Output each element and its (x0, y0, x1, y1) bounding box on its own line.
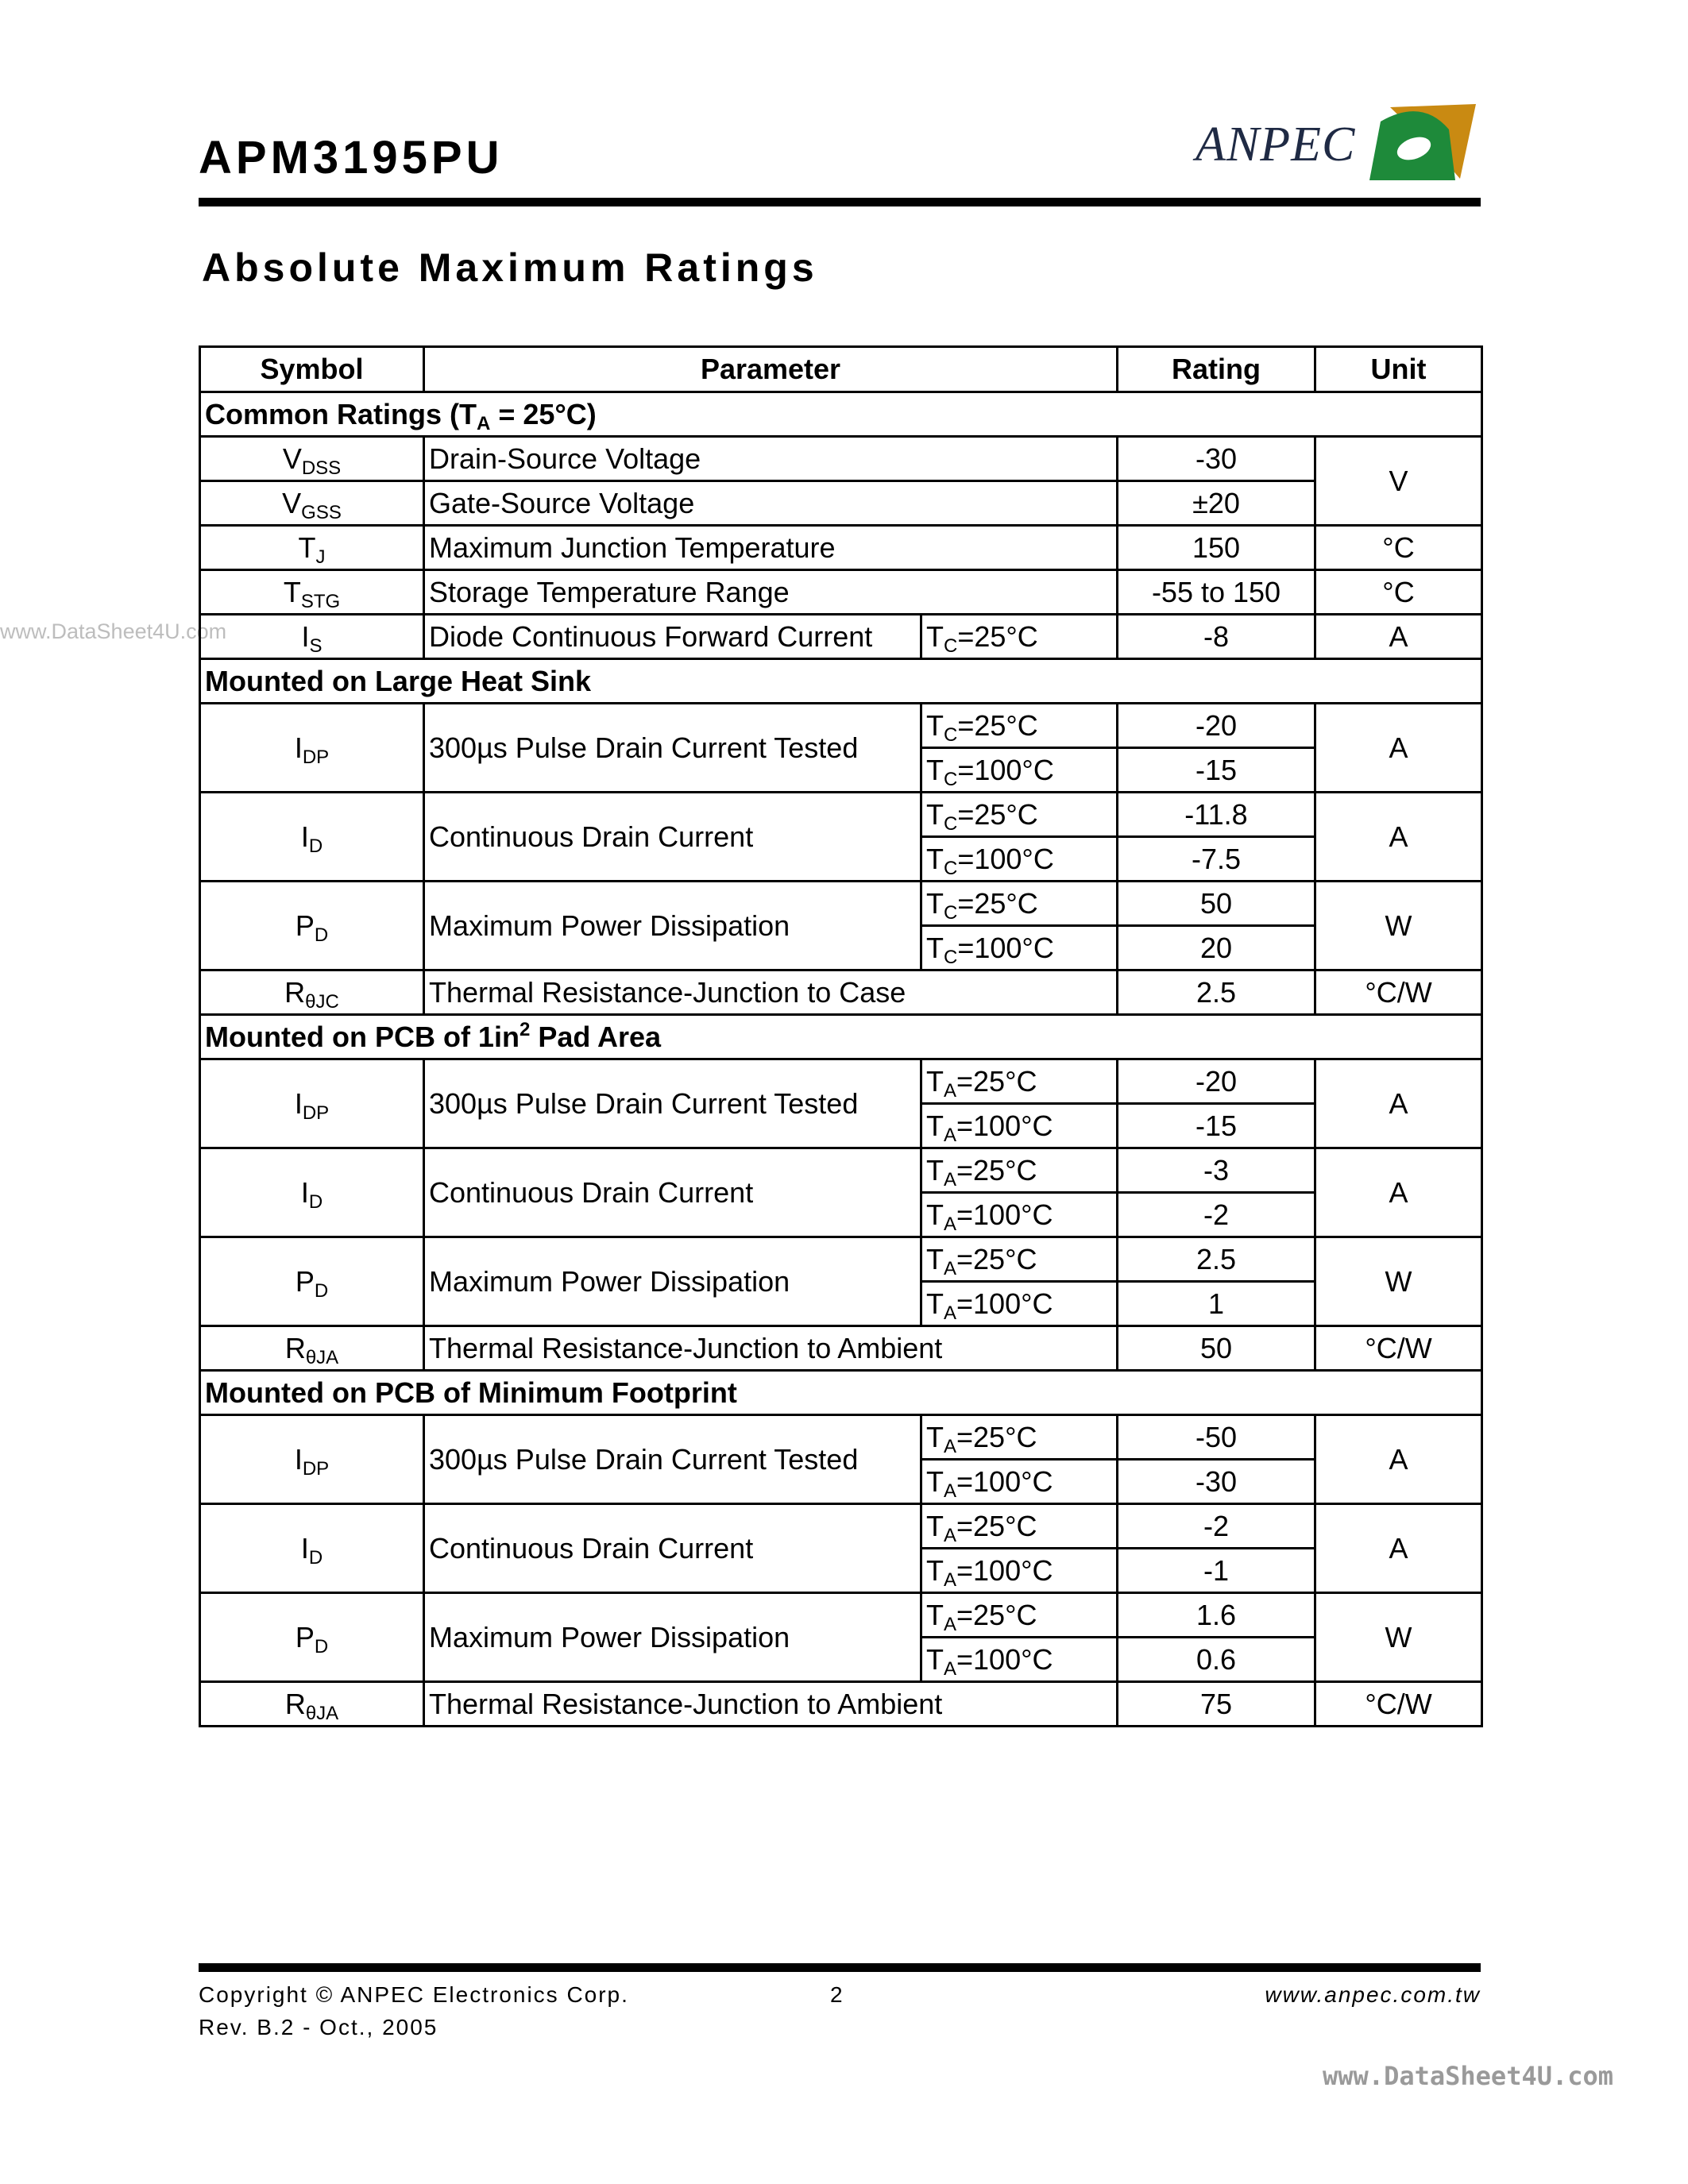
unit-cell: V (1315, 437, 1482, 526)
rating-cell: -8 (1118, 615, 1315, 659)
rating-cell: 20 (1118, 926, 1315, 970)
table-row (200, 437, 1482, 481)
table-row (200, 1326, 1482, 1371)
unit-cell: A (1315, 1148, 1482, 1237)
parameter-cell: Maximum Power Dissipation (424, 882, 921, 970)
table-row (200, 1415, 1482, 1460)
table-row (200, 1237, 1482, 1282)
rating-cell: -30 (1118, 437, 1315, 481)
part-number: APM3195PU (199, 132, 504, 183)
parameter-cell: Continuous Drain Current (424, 1148, 921, 1237)
rating-cell: 0.6 (1118, 1638, 1315, 1682)
condition-cell: $T_C=25^\circ C$ (921, 615, 1118, 659)
table-row (200, 1148, 1482, 1193)
symbol-cell: $I_{DP}$ (200, 1415, 424, 1504)
symbol-cell: $I_{DP}$ (200, 1059, 424, 1148)
table-row (200, 1593, 1482, 1638)
condition-cell: $T_A=100^\circ C$ (921, 1638, 1118, 1682)
rating-cell: 2.5 (1118, 1237, 1315, 1282)
symbol-cell: $I_{DP}$ (200, 704, 424, 793)
condition-cell: $T_A=100^\circ C$ (921, 1460, 1118, 1504)
condition-cell: $T_C=100^\circ C$ (921, 748, 1118, 793)
table-row (200, 970, 1482, 1015)
revision-text: Rev. B.2 - Oct., 2005 (199, 2015, 438, 2039)
header-rule (199, 198, 1481, 206)
col-unit: Unit (1315, 347, 1482, 392)
group-row-common (200, 392, 1482, 437)
unit-cell: A (1315, 793, 1482, 882)
parameter-cell: 300µs Pulse Drain Current Tested (424, 1059, 921, 1148)
logo-wordmark: ANPEC (1196, 118, 1356, 172)
symbol-cell: $P_D$ (200, 1593, 424, 1682)
unit-cell: °C (1315, 570, 1482, 615)
table-row (200, 1504, 1482, 1549)
unit-cell: W (1315, 1593, 1482, 1682)
parameter-cell: Gate-Source Voltage (424, 481, 1118, 526)
page-number: 2 (830, 1982, 844, 2007)
rating-cell: -7.5 (1118, 837, 1315, 882)
group-row-pcb-1in (200, 1015, 1482, 1059)
symbol-cell: $I_D$ (200, 793, 424, 882)
parameter-cell: 300µs Pulse Drain Current Tested (424, 1415, 921, 1504)
table-row (200, 793, 1482, 837)
condition-cell: $T_C=100^\circ C$ (921, 926, 1118, 970)
rating-cell: 1.6 (1118, 1593, 1315, 1638)
unit-cell: A (1315, 1504, 1482, 1593)
rating-cell: 1 (1118, 1282, 1315, 1326)
rating-cell: 2.5 (1118, 970, 1315, 1015)
condition-cell: $T_A=25^\circ C$ (921, 1059, 1118, 1104)
table-row (200, 526, 1482, 570)
condition-cell: $T_A=25^\circ C$ (921, 1237, 1118, 1282)
unit-cell: °C (1315, 526, 1482, 570)
parameter-cell: Thermal Resistance-Junction to Case (424, 970, 1118, 1015)
group-heading: Mounted on Large Heat Sink (200, 659, 1482, 704)
condition-cell: $T_C=100^\circ C$ (921, 837, 1118, 882)
rating-cell: -30 (1118, 1460, 1315, 1504)
parameter-cell: Maximum Power Dissipation (424, 1593, 921, 1682)
parameter-cell: Maximum Junction Temperature (424, 526, 1118, 570)
table-row (200, 1059, 1482, 1104)
parameter-cell: Thermal Resistance-Junction to Ambient (424, 1326, 1118, 1371)
footer-rule (199, 1963, 1481, 1972)
unit-cell: A (1315, 1415, 1482, 1504)
rating-cell: -15 (1118, 748, 1315, 793)
rating-cell: ±20 (1118, 481, 1315, 526)
parameter-cell: Continuous Drain Current (424, 1504, 921, 1593)
unit-cell: °C/W (1315, 1326, 1482, 1371)
group-heading: Mounted on PCB of $1in^2$ Pad Area (200, 1015, 1482, 1059)
condition-cell: $T_C=25^\circ C$ (921, 793, 1118, 837)
table-row (200, 704, 1482, 748)
condition-cell: $T_A=100^\circ C$ (921, 1282, 1118, 1326)
rating-cell: -3 (1118, 1148, 1315, 1193)
rating-cell: 150 (1118, 526, 1315, 570)
copyright-text: Copyright © ANPEC Electronics Corp. (199, 1982, 629, 2007)
unit-cell: A (1315, 615, 1482, 659)
watermark-bottom: www.DataSheet4U.com (1323, 2061, 1614, 2091)
rating-cell: -2 (1118, 1193, 1315, 1237)
section-title: Absolute Maximum Ratings (202, 245, 818, 290)
symbol-cell: $I_D$ (200, 1504, 424, 1593)
unit-cell: °C/W (1315, 970, 1482, 1015)
symbol-cell: $P_D$ (200, 882, 424, 970)
rating-cell: 50 (1118, 1326, 1315, 1371)
table-header-row (200, 347, 1482, 392)
table-row (200, 570, 1482, 615)
condition-cell: $T_C=25^\circ C$ (921, 704, 1118, 748)
condition-cell: $T_A=100^\circ C$ (921, 1193, 1118, 1237)
unit-cell: A (1315, 1059, 1482, 1148)
condition-cell: $T_C=25^\circ C$ (921, 882, 1118, 926)
parameter-cell: Storage Temperature Range (424, 570, 1118, 615)
rating-cell: 50 (1118, 882, 1315, 926)
rating-cell: -15 (1118, 1104, 1315, 1148)
symbol-cell: $I_S$ (200, 615, 424, 659)
parameter-cell: Thermal Resistance-Junction to Ambient (424, 1682, 1118, 1727)
absolute-maximum-ratings-table (199, 345, 1483, 1727)
logo-leaf-icon (1366, 99, 1477, 183)
table-row (200, 1682, 1482, 1727)
group-row-heat-sink (200, 659, 1482, 704)
website-text: www.anpec.com.tw (1265, 1982, 1481, 2007)
symbol-cell: $V_{DSS}$ (200, 437, 424, 481)
symbol-cell: $T_J$ (200, 526, 424, 570)
parameter-cell: Maximum Power Dissipation (424, 1237, 921, 1326)
col-symbol: Symbol (200, 347, 424, 392)
rating-cell: 75 (1118, 1682, 1315, 1727)
condition-cell: $T_A=25^\circ C$ (921, 1415, 1118, 1460)
col-rating: Rating (1118, 347, 1315, 392)
parameter-cell: Diode Continuous Forward Current (424, 615, 921, 659)
unit-cell: A (1315, 704, 1482, 793)
table-row (200, 882, 1482, 926)
rating-cell: -1 (1118, 1549, 1315, 1593)
parameter-cell: Continuous Drain Current (424, 793, 921, 882)
condition-cell: $T_A=25^\circ C$ (921, 1148, 1118, 1193)
col-parameter: Parameter (424, 347, 1118, 392)
symbol-cell: $P_D$ (200, 1237, 424, 1326)
symbol-cell: $V_{GSS}$ (200, 481, 424, 526)
unit-cell: W (1315, 1237, 1482, 1326)
rating-cell: -50 (1118, 1415, 1315, 1460)
condition-cell: $T_A=25^\circ C$ (921, 1593, 1118, 1638)
rating-cell: -55 to 150 (1118, 570, 1315, 615)
unit-cell: W (1315, 882, 1482, 970)
table-row (200, 615, 1482, 659)
condition-cell: $T_A=100^\circ C$ (921, 1104, 1118, 1148)
group-row-pcb-min (200, 1371, 1482, 1415)
group-heading: Common Ratings $(T_A = 25^\circ C)$ (200, 392, 1482, 437)
watermark-left: www.DataSheet4U.com (0, 619, 227, 643)
rating-cell: -11.8 (1118, 793, 1315, 837)
symbol-cell: $I_D$ (200, 1148, 424, 1237)
rating-cell: -20 (1118, 1059, 1315, 1104)
rating-cell: -2 (1118, 1504, 1315, 1549)
table-row (200, 481, 1482, 526)
group-heading: Mounted on PCB of Minimum Footprint (200, 1371, 1482, 1415)
condition-cell: $T_A=25^\circ C$ (921, 1504, 1118, 1549)
symbol-cell: $T_{STG}$ (200, 570, 424, 615)
parameter-cell: 300µs Pulse Drain Current Tested (424, 704, 921, 793)
anpec-logo (1196, 99, 1481, 187)
unit-cell: °C/W (1315, 1682, 1482, 1727)
parameter-cell: Drain-Source Voltage (424, 437, 1118, 481)
rating-cell: -20 (1118, 704, 1315, 748)
symbol-cell: $R_{\theta JA}$ (200, 1682, 424, 1727)
symbol-cell: $R_{\theta JA}$ (200, 1326, 424, 1371)
symbol-cell: $R_{\theta JC}$ (200, 970, 424, 1015)
condition-cell: $T_A=100^\circ C$ (921, 1549, 1118, 1593)
